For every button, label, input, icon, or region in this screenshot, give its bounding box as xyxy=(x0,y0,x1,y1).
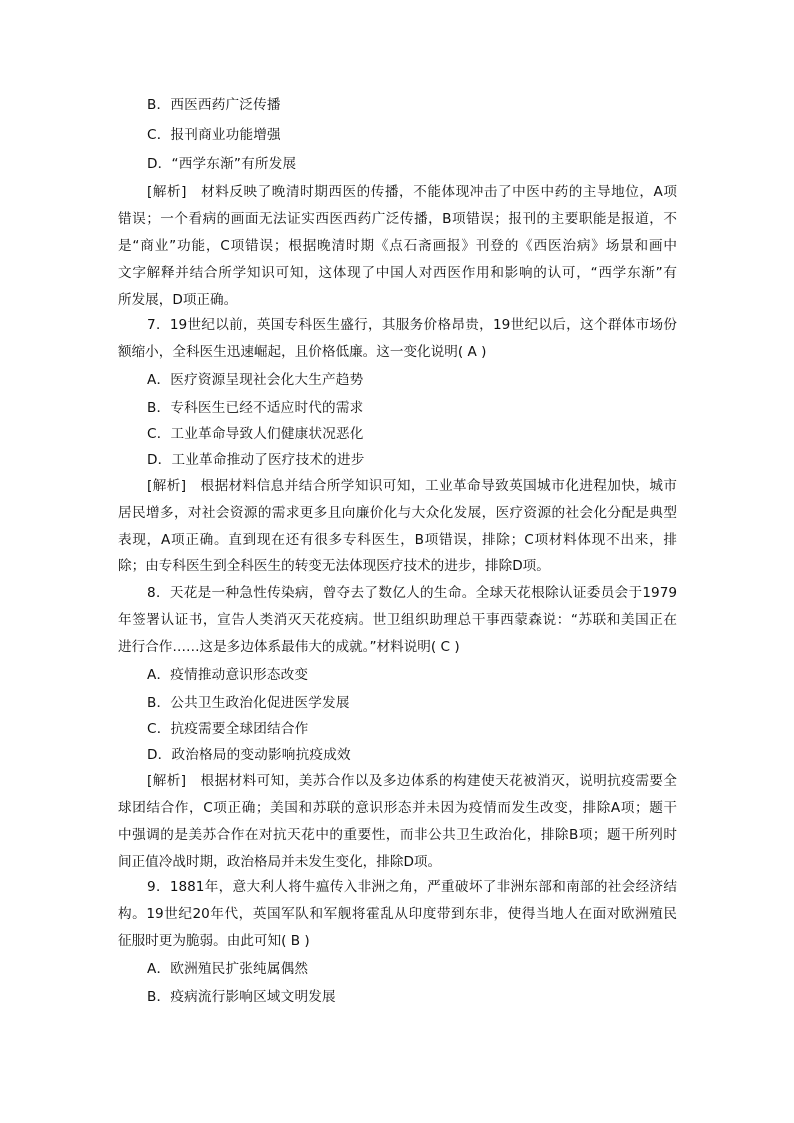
analysis-q6-line-4: 文字解释并结合所学知识可知，这体现了中国人对西医作用和影响的认可，“西学东渐”有 xyxy=(118,265,677,281)
analysis-q8-line-2: 球团结合作，C项正确；美国和苏联的意识形态并未因为疫情而发生改变，排除A项；题干 xyxy=(118,800,677,816)
question-8-line-3: 进行合作……这是多边体系最伟大的成就。”材料说明( C ) xyxy=(118,639,460,655)
analysis-q7-line-3: 表现，A项正确。直到现在还有很多专科医生，B项错误，排除；C项材料体现不出来，排 xyxy=(118,532,677,548)
analysis-q6-line-2: 错误；一个看病的画面无法证实西医西药广泛传播，B项错误；报刊的主要职能是报道，不 xyxy=(118,211,677,227)
option-b-q8: B．公共卫生政治化促进医学发展 xyxy=(147,695,350,711)
option-d-q6: D．“西学东渐”有所发展 xyxy=(147,156,297,172)
question-9-line-1: 9．1881年，意大利人将牛瘟传入非洲之角，严重破坏了非洲东部和南部的社会经济结 xyxy=(147,879,677,895)
option-a-q8: A．疫情推动意识形态改变 xyxy=(147,667,309,683)
option-b-q7: B．专科医生已经不适应时代的需求 xyxy=(147,400,364,416)
analysis-q6-line-3: 是“商业”功能，C项错误；根据晚清时期《点石斋画报》刊登的《西医治病》场景和画中 xyxy=(118,238,677,254)
analysis-q8-line-4: 间正值冷战时期，政治格局并未发生变化，排除D项。 xyxy=(118,854,442,870)
analysis-q6-line-1: [解析] 材料反映了晚清时期西医的传播，不能体现冲击了中医中药的主导地位，A项 xyxy=(147,184,677,200)
option-b-q6: B．西医西药广泛传播 xyxy=(147,97,281,113)
analysis-q8-line-3: 中强调的是美苏合作在对抗天花中的重要性，而非公共卫生政治化，排除B项；题干所列时 xyxy=(118,827,677,843)
question-8-line-1: 8．天花是一种急性传染病，曾夺去了数亿人的生命。全球天花根除认证委员会于1979 xyxy=(147,585,677,601)
option-c-q6: C．报刊商业功能增强 xyxy=(147,127,281,143)
question-8-line-2: 年签署认证书，宣告人类消灭天花疫病。世卫组织助理总干事西蒙森说：“苏联和美国正在 xyxy=(118,612,677,628)
option-a-q9: A．欧洲殖民扩张纯属偶然 xyxy=(147,961,309,977)
question-9-line-2: 构。19世纪20年代，英国军队和军舰将霍乱从印度带到东非，使得当地人在面对欧洲殖民 xyxy=(118,906,677,922)
option-c-q8: C．抗疫需要全球团结合作 xyxy=(147,721,309,737)
option-b-q9: B．疫病流行影响区域文明发展 xyxy=(147,989,336,1005)
question-7-line-2: 额缩小，全科医生迅速崛起，且价格低廉。这一变化说明( A ) xyxy=(118,344,487,360)
analysis-q7-line-2: 居民增多，对社会资源的需求更多且向廉价化与大众化发展，医疗资源的社会化分配是典型 xyxy=(118,505,677,521)
analysis-q8-line-1: [解析] 根据材料可知，美苏合作以及多边体系的构建使天花被消灭，说明抗疫需要全 xyxy=(147,773,677,789)
option-a-q7: A．医疗资源呈现社会化大生产趋势 xyxy=(147,372,364,388)
question-7-line-1: 7．19世纪以前，英国专科医生盛行，其服务价格昂贵，19世纪以后，这个群体市场份 xyxy=(147,317,677,333)
option-d-q7: D．工业革命推动了医疗技术的进步 xyxy=(147,452,365,468)
option-d-q8: D．政治格局的变动影响抗疫成效 xyxy=(147,747,351,763)
question-9-line-3: 征服时更为脆弱。由此可知( B ) xyxy=(118,933,310,949)
analysis-q7-line-1: [解析] 根据材料信息并结合所学知识可知，工业革命导致英国城市化进程加快，城市 xyxy=(147,478,677,494)
option-c-q7: C．工业革命导致人们健康状况恶化 xyxy=(147,426,364,442)
analysis-q6-line-5: 所发展，D项正确。 xyxy=(118,292,238,308)
analysis-q7-line-4: 除；由专科医生到全科医生的转变无法体现医疗技术的进步，排除D项。 xyxy=(118,558,550,574)
